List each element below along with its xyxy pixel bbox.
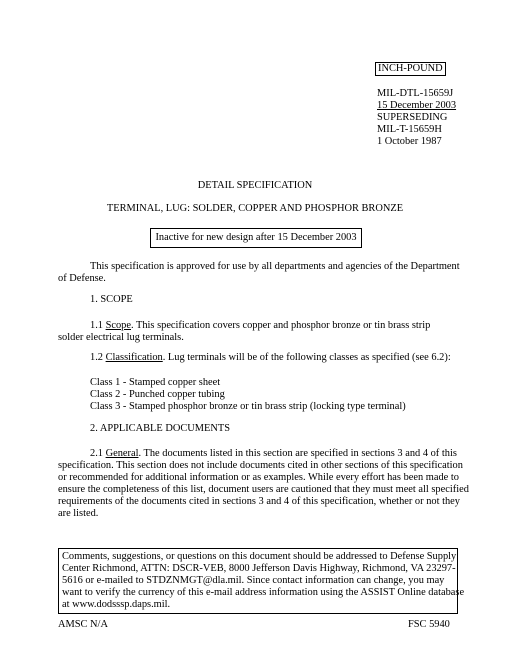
section-2-1-line-1	[58, 448, 458, 460]
class-list-item: Class 3 - Stamped phosphor bronze or tin brass strip (locking type terminal)	[90, 401, 406, 412]
comments-line: Center Richmond, ATTN: DSCR-VEB, 8000 Jefferson Davis Highway, Richmond, VA 23297-	[62, 563, 456, 574]
section-heading-applicable-documents: 2. APPLICABLE DOCUMENTS	[90, 423, 230, 434]
approval-line-1: This specification is approved for use by all departments and agencies of the Department	[90, 261, 460, 272]
superseded-document-number: MIL-T-15659H	[377, 124, 442, 135]
document-number: MIL-DTL-15659J	[377, 88, 454, 99]
section-2-1-text: . The documents listed in this section are specified in sections 3 and 4 of this	[138, 448, 457, 459]
section-1-1-text: . This specification covers copper and phosphor bronze or tin brass strip	[131, 320, 431, 331]
inactive-notice: Inactive for new design after 15 December 2003	[150, 228, 362, 248]
class-list	[90, 377, 490, 413]
approval-statement	[58, 261, 458, 285]
section-2-1	[58, 448, 469, 520]
specification-type: DETAIL SPECIFICATION	[197, 180, 313, 191]
section-1-1-line-1	[58, 320, 458, 332]
comments-line: Comments, suggestions, or questions on this document should be addressed to Defense Supply	[62, 551, 457, 562]
section-1-1-number: 1.1	[90, 320, 106, 331]
section-1-2	[58, 352, 458, 364]
document-identification	[377, 88, 456, 148]
class-list-item: Class 2 - Punched copper tubing	[90, 389, 225, 400]
section-heading-scope: 1. SCOPE	[90, 294, 133, 305]
section-2-1-line: specification. This section does not include documents cited in other sections of this specification	[58, 460, 463, 471]
comments-line: at www.dodsssp.daps.mil.	[62, 599, 171, 610]
section-1-1	[58, 320, 458, 344]
section-1-2-text: . Lug terminals will be of the following classes as specified (see 6.2):	[162, 352, 451, 363]
section-2-1-line: are listed.	[58, 508, 99, 519]
superseding-label: SUPERSEDING	[377, 112, 448, 123]
section-1-2-title: Classification	[105, 352, 163, 363]
amsc-code: AMSC N/A	[58, 619, 108, 630]
inch-pound-label: INCH-POUND	[375, 62, 446, 76]
section-2-1-line: requirements of the documents cited in sections 3 and 4 of this specification, whether or not they	[58, 496, 460, 507]
comments-line: want to verify the currency of this e-mail address information using the ASSIST Online database	[62, 587, 465, 598]
comments-line: 5616 or e-mailed to STDZNMGT@dla.mil. Since contact information can change, you may	[62, 575, 445, 586]
class-list-item: Class 1 - Stamped copper sheet	[90, 377, 221, 388]
section-2-1-line: or recommended for additional information or as examples. While every effort has been made to	[58, 472, 459, 483]
section-2-1-line: ensure the completeness of this list, document users are cautioned that they must meet all specified	[58, 484, 469, 495]
section-1-2-number: 1.2	[90, 352, 106, 363]
comments-box	[58, 548, 465, 614]
approval-line-2: of Defense.	[58, 273, 106, 284]
section-1-1-line-2: solder electrical lug terminals.	[58, 332, 184, 343]
fsc-code: FSC 5940	[408, 619, 450, 630]
specification-subject: TERMINAL, LUG: SOLDER, COPPER AND PHOSPHOR BRONZE	[106, 203, 404, 214]
superseded-document-date: 1 October 1987	[377, 136, 442, 147]
section-2-1-title: General	[105, 448, 139, 459]
section-1-1-title: Scope	[105, 320, 131, 331]
section-2-1-number: 2.1	[90, 448, 106, 459]
section-1-2-line-1	[58, 352, 458, 364]
document-date: 15 December 2003	[377, 100, 457, 111]
